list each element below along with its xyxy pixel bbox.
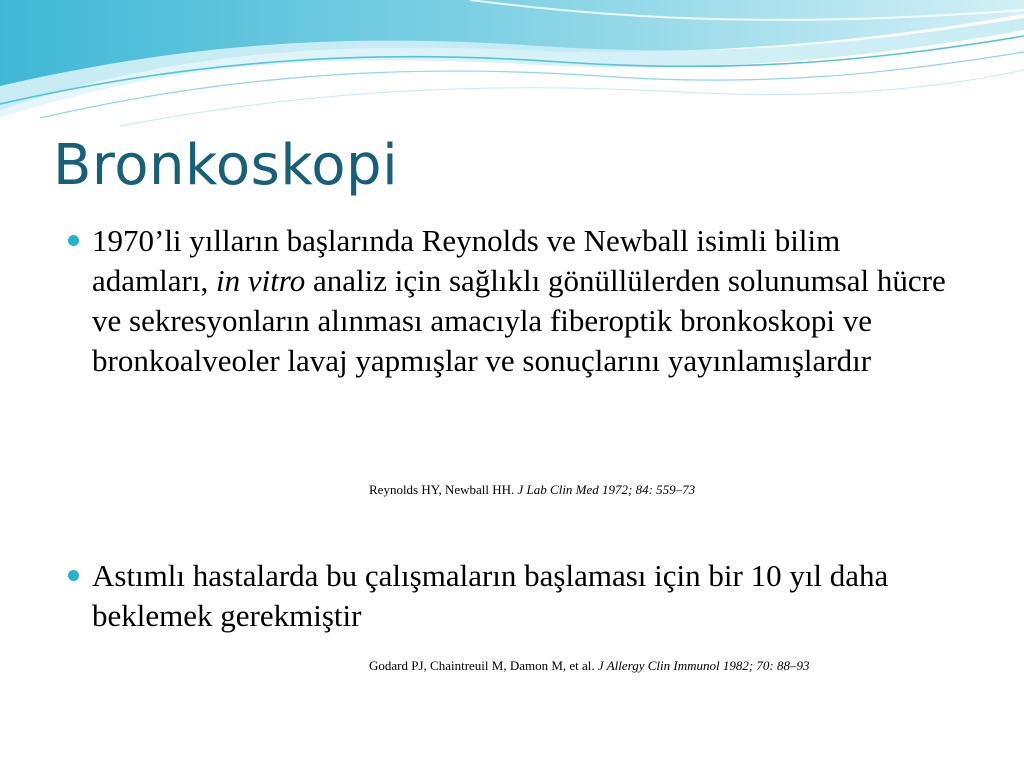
slide-title: Bronkoskopi — [53, 133, 399, 198]
reference-journal: J Allergy Clin Immunol 1982; 70: 88–93 — [597, 658, 810, 673]
bullet-dot-icon — [68, 235, 79, 246]
reference-citation — [369, 657, 810, 675]
bullet-dot-icon — [68, 570, 79, 581]
reference-journal: J Lab Clin Med 1972; 84: 559–73 — [517, 482, 696, 497]
reference-citation — [369, 481, 695, 499]
reference-authors: Godard PJ, Chaintreuil M, Damon M, et al. — [369, 658, 598, 673]
bullet-text: 1970’li yılların başlarında Reynolds ve Newball isimli bilim adamları, — [92, 223, 841, 298]
bullet-text: Astımlı hastalarda bu çalışmaların başlaması için bir 10 yıl daha beklemek gerekmiştir — [92, 558, 889, 633]
bullet-item — [92, 556, 962, 636]
decorative-wave-header — [0, 0, 1024, 130]
bullet-italic-text: in vitro — [215, 263, 306, 298]
reference-authors: Reynolds HY, Newball HH. — [369, 482, 518, 497]
bullet-text-continued: analiz için sağlıklı gönüllülerden solunumsal hücre ve sekresyonların alınması amacıyla fiberoptik bronkoskopi ve bronkoalveoler lavaj yapmışlar ve sonuçlarını yayınlamışlardır — [92, 263, 946, 378]
bullet-item — [92, 221, 962, 381]
